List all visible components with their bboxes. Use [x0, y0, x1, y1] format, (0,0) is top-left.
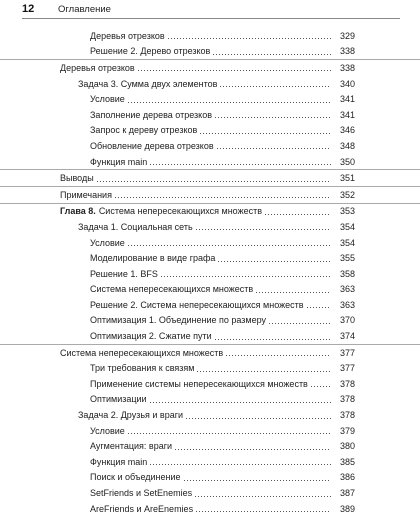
toc-entry[interactable] — [0, 266, 420, 282]
dot-leader — [96, 174, 331, 183]
toc-entry-text: Моделирование в виде графа — [90, 253, 216, 264]
toc-entry-page: 377 — [339, 363, 355, 374]
toc-entry-title — [90, 31, 165, 41]
toc-entry-title — [78, 410, 183, 420]
toc-entry-page: 389 — [339, 503, 355, 514]
toc-entry[interactable] — [0, 423, 420, 439]
toc-entry[interactable] — [0, 313, 420, 329]
toc-entry-page: 351 — [339, 173, 355, 184]
toc-entry-title — [90, 394, 147, 404]
toc-entry-page: 346 — [339, 125, 355, 136]
page-header — [22, 0, 400, 19]
toc-entry[interactable] — [0, 392, 420, 408]
toc-entry-page: 387 — [339, 488, 355, 499]
toc-entry-page: 379 — [339, 425, 355, 436]
toc-entry[interactable] — [0, 107, 420, 123]
toc-entry-title — [90, 426, 125, 436]
dot-leader — [127, 238, 331, 247]
toc-entry-text: Выводы — [60, 173, 94, 184]
chapter-label: Глава 8. — [60, 206, 96, 217]
toc-entry[interactable] — [0, 438, 420, 454]
toc-entry-page: 348 — [339, 140, 355, 151]
toc-entry[interactable] — [0, 203, 420, 220]
toc-entry-text: Задача 1. Социальная сеть — [78, 221, 193, 232]
dot-leader — [216, 141, 331, 150]
toc-entry[interactable] — [0, 186, 420, 203]
toc-entry[interactable] — [0, 250, 420, 266]
dot-leader — [160, 269, 331, 278]
dot-leader — [195, 504, 331, 513]
toc-entry-page: 377 — [339, 347, 355, 358]
toc-entry-text: Система непересекающихся множеств — [98, 206, 263, 217]
toc-entry[interactable] — [0, 470, 420, 486]
dot-leader — [174, 442, 331, 451]
toc-entry-title — [90, 284, 253, 294]
toc-entry-title — [90, 300, 304, 310]
toc-entry-text: Функция main — [90, 456, 148, 467]
toc-entry-page: 350 — [339, 156, 355, 167]
toc-entry[interactable] — [0, 28, 420, 44]
toc-entry[interactable] — [0, 44, 420, 60]
toc-entry-title — [90, 253, 215, 263]
toc-entry-page: 340 — [339, 78, 355, 89]
toc-entry-title — [90, 46, 210, 56]
toc-entry-text: Условие — [90, 94, 125, 105]
toc-entry-title — [90, 94, 125, 104]
toc-entry-title — [90, 269, 158, 279]
toc-entry-title — [90, 488, 192, 498]
dot-leader — [255, 285, 331, 294]
toc-entry-title — [90, 441, 172, 451]
dot-leader — [212, 47, 331, 56]
toc-entry-text: AreFriends и AreEnemies — [90, 503, 194, 514]
toc-entry-page: 358 — [339, 268, 355, 279]
toc-entry-title — [90, 110, 212, 120]
toc-entry[interactable] — [0, 169, 420, 186]
toc-entry[interactable] — [0, 407, 420, 423]
toc-entry-title — [60, 190, 112, 200]
toc-entry-title — [60, 206, 262, 216]
dot-leader — [219, 79, 331, 88]
toc-entry-page: 374 — [339, 331, 355, 342]
toc-entry-page: 378 — [339, 394, 355, 405]
toc-entry-text: Заполнение дерева отрезков — [90, 109, 213, 120]
toc-entry-page: 363 — [339, 299, 355, 310]
toc-entry-text: Задача 2. Друзья и враги — [78, 410, 184, 421]
toc-entry[interactable] — [0, 282, 420, 298]
toc-entry-page: 378 — [339, 410, 355, 421]
toc-entry-text: Функция main — [90, 156, 148, 167]
toc-entry[interactable] — [0, 485, 420, 501]
toc-entry-page: 353 — [339, 206, 355, 217]
toc-entry-text: Оптимизация 1. Объединение по размеру — [90, 315, 266, 326]
toc-entry-title — [90, 472, 181, 482]
toc-entry-title — [90, 125, 197, 135]
toc-entry-title — [60, 63, 135, 73]
toc-entry-page: 338 — [339, 62, 355, 73]
toc-entry-text: Обновление дерева отрезков — [90, 140, 214, 151]
dot-leader — [310, 379, 331, 388]
toc-entry-page: 354 — [339, 221, 355, 232]
toc-entry-text: Три требования к связям — [90, 363, 195, 374]
dot-leader — [114, 190, 331, 199]
dot-leader — [306, 300, 331, 309]
toc-entry[interactable] — [0, 501, 420, 516]
dot-leader — [194, 489, 331, 498]
toc-entry[interactable] — [0, 328, 420, 344]
toc-entry-title — [90, 331, 212, 341]
toc-entry[interactable] — [0, 138, 420, 154]
dot-leader — [214, 110, 331, 119]
toc-entry-page: 352 — [339, 189, 355, 200]
dot-leader — [127, 95, 331, 104]
toc-entry-text: Деревья отрезков — [60, 62, 135, 73]
toc-entry-text: Решение 2. Дерево отрезков — [90, 46, 211, 57]
dot-leader — [225, 348, 331, 357]
running-title: Оглавление — [58, 3, 111, 15]
toc-entry[interactable] — [0, 344, 420, 361]
toc-entry-text: SetFriends и SetEnemies — [90, 488, 193, 499]
toc-entry-page: 380 — [339, 441, 355, 452]
toc-entry-title — [90, 363, 194, 373]
dot-leader — [185, 411, 331, 420]
dot-leader — [195, 222, 331, 231]
toc-entry-title — [90, 315, 266, 325]
toc-entry-title — [60, 173, 94, 183]
toc-entry-page: 341 — [339, 109, 355, 120]
toc-entry-page: 354 — [339, 237, 355, 248]
toc-entry-page: 378 — [339, 378, 355, 389]
dot-leader — [183, 473, 331, 482]
dot-leader — [217, 254, 331, 263]
dot-leader — [149, 395, 331, 404]
toc-entry-text: Условие — [90, 237, 125, 248]
dot-leader — [264, 207, 331, 216]
toc-entry-text: Поиск и объединение — [90, 472, 181, 483]
page-number: 12 — [22, 3, 35, 15]
dot-leader — [127, 426, 331, 435]
dot-leader — [149, 457, 331, 466]
toc-entry[interactable] — [0, 91, 420, 107]
table-of-contents — [0, 28, 420, 516]
dot-leader — [268, 316, 331, 325]
dot-leader — [167, 31, 331, 40]
toc-entry-title — [90, 141, 214, 151]
toc-entry[interactable] — [0, 376, 420, 392]
toc-entry-page: 386 — [339, 472, 355, 483]
dot-leader — [214, 332, 331, 341]
dot-leader — [196, 364, 331, 373]
toc-entry[interactable] — [0, 219, 420, 235]
toc-entry[interactable] — [0, 360, 420, 376]
toc-entry-page: 341 — [339, 94, 355, 105]
toc-entry-title — [90, 457, 147, 467]
toc-entry[interactable] — [0, 76, 420, 92]
toc-entry[interactable] — [0, 454, 420, 470]
toc-entry-text: Оптимизации — [90, 394, 147, 405]
toc-entry-text: Система непересекающихся множеств — [60, 347, 224, 358]
toc-entry-text: Решение 1. BFS — [90, 268, 158, 279]
toc-entry-text: Задача 3. Сумма двух элементов — [78, 78, 218, 89]
toc-entry[interactable] — [0, 235, 420, 251]
toc-entry-page: 385 — [339, 456, 355, 467]
toc-entry-title — [78, 79, 217, 89]
toc-entry[interactable] — [0, 59, 420, 76]
toc-entry-page: 370 — [339, 315, 355, 326]
toc-entry[interactable] — [0, 154, 420, 170]
toc-entry-page: 338 — [339, 46, 355, 57]
toc-entry-text: Примечания — [60, 189, 112, 200]
toc-entry-title — [90, 504, 193, 514]
toc-entry-text: Деревья отрезков — [90, 30, 165, 41]
toc-entry-page: 355 — [339, 253, 355, 264]
dot-leader — [199, 126, 331, 135]
toc-entry-text: Оптимизация 2. Сжатие пути — [90, 331, 212, 342]
toc-entry[interactable] — [0, 297, 420, 313]
toc-entry[interactable] — [0, 123, 420, 139]
toc-entry-text: Система непересекающихся множеств — [90, 284, 254, 295]
dot-leader — [137, 63, 331, 72]
toc-entry-text: Запрос к дереву отрезков — [90, 125, 198, 136]
toc-entry-page: 363 — [339, 284, 355, 295]
toc-entry-title — [90, 379, 308, 389]
toc-entry-title — [78, 222, 193, 232]
toc-entry-title — [90, 157, 147, 167]
dot-leader — [149, 157, 331, 166]
toc-entry-text: Аугментация: враги — [90, 441, 173, 452]
toc-entry-page: 329 — [339, 30, 355, 41]
toc-entry-text: Решение 2. Система непересекающихся множеств — [90, 299, 304, 310]
toc-entry-title — [60, 348, 223, 358]
toc-entry-text: Условие — [90, 425, 125, 436]
toc-entry-title — [90, 238, 125, 248]
toc-entry-text: Применение системы непересекающихся множеств — [90, 378, 308, 389]
